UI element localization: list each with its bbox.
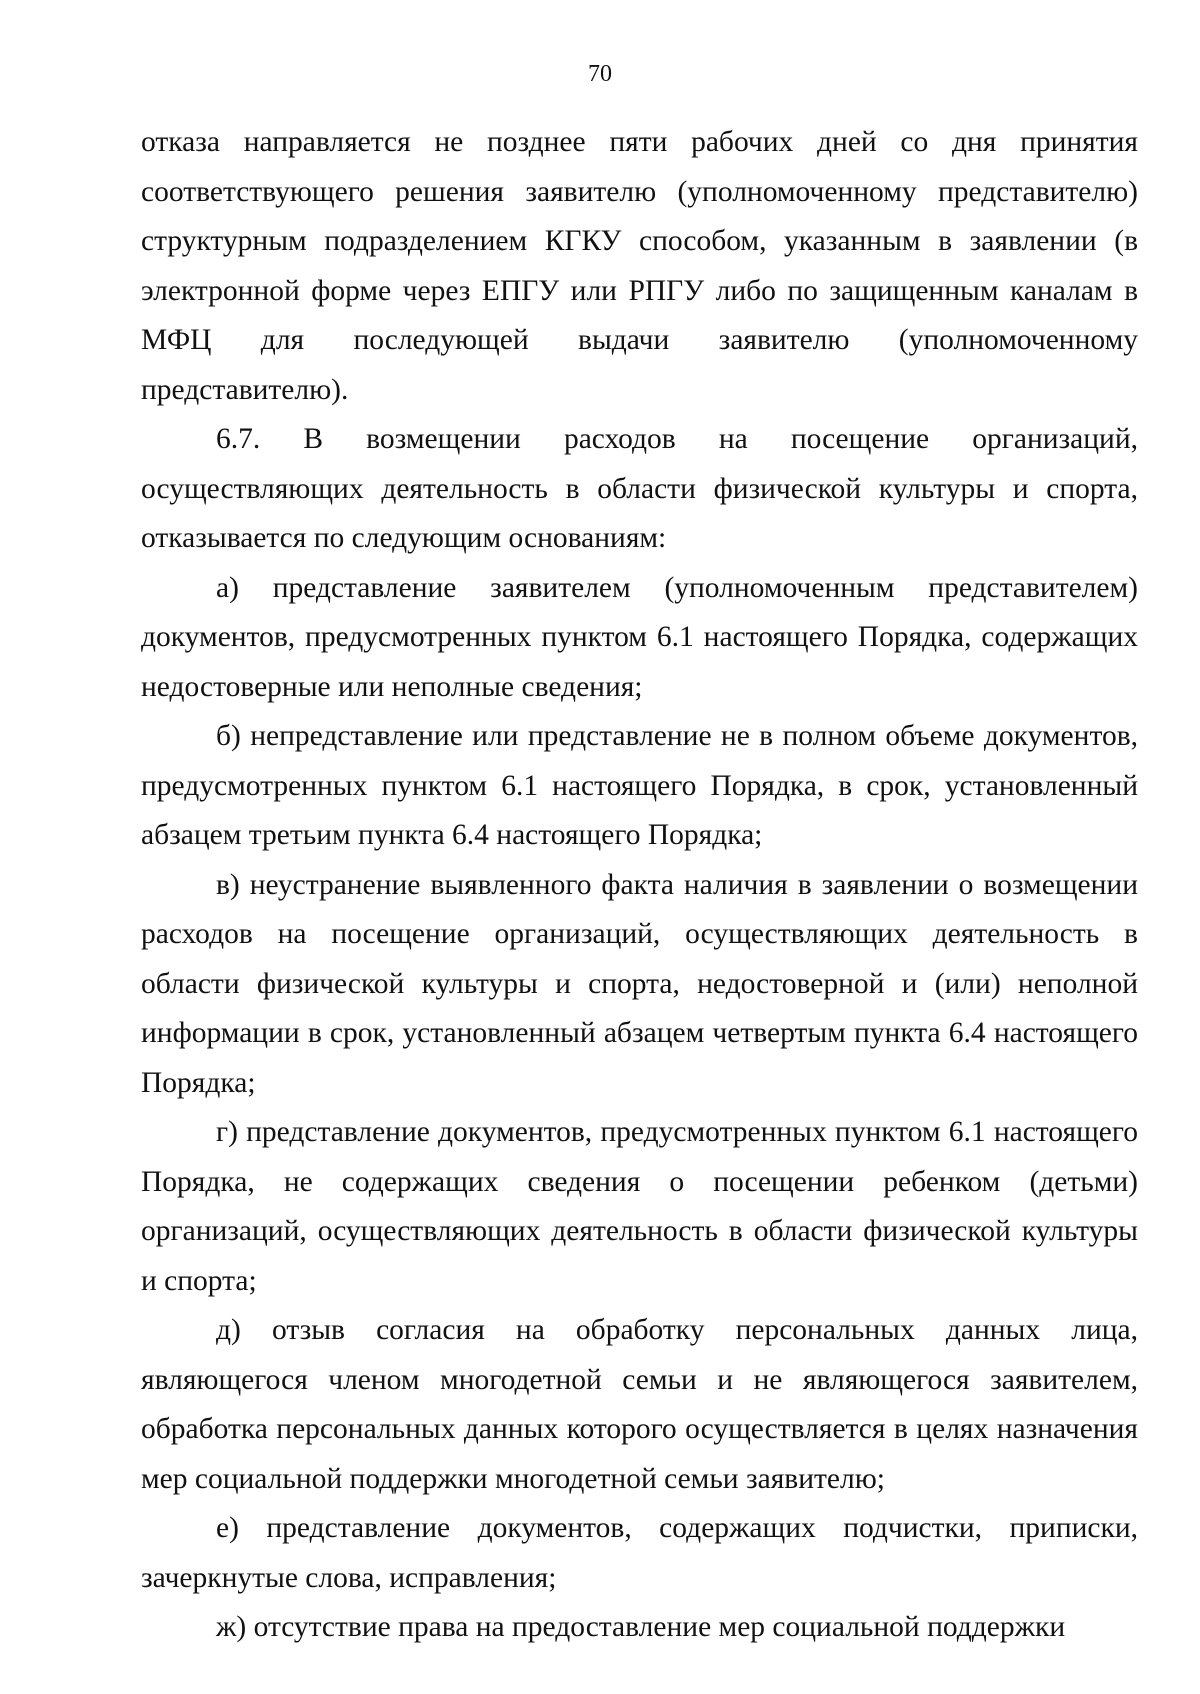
paragraph-item-g: г) представление документов, предусмотренных пунктом 6.1 настоящего Порядка, не содержащих сведения о посещении ребенком (детьми) организаций, осуществляющих деятельность в области физической культуры и спорта; <box>141 1116 1138 1297</box>
paragraph-item-zh: ж) отсутствие права на предоставление мер социальной поддержки <box>216 1611 1066 1643</box>
paragraph-item-a: а) представление заявителем (уполномоченным представителем) документов, предусмотренных пунктом 6.1 настоящего Порядка, содержащих недостоверные или неполные сведения; <box>141 571 1138 703</box>
paragraph-continuation: отказа направляется не позднее пяти рабочих дней со дня принятия соответствующего решения заявителю (уполномоченному представителю) структурным подразделением КГКУ способом, указанным в заявлении (в электронной форме через ЕПГУ или РПГУ либо по защищенным каналам в МФЦ для последующей выдачи заявителю (уполномоченному представителю). <box>141 126 1138 406</box>
paragraph-item-v: в) неустранение выявленного факта наличия в заявлении о возмещении расходов на посещение организаций, осуществляющих деятельность в области физической культуры и спорта, недостоверной и (или) неполной информации в срок, установленный абзацем четвертым пункта 6.4 настоящего Порядка; <box>141 868 1138 1099</box>
paragraph-item-b: б) непредставление или представление не в полном объеме документов, предусмотренных пунктом 6.1 настоящего Порядка, в срок, установленный абзацем третьим пункта 6.4 настоящего Порядка; <box>141 720 1138 851</box>
paragraph-item-d: д) отзыв согласия на обработку персональных данных лица, являющегося членом многодетной семьи и не являющегося заявителем, обработка персональных данных которого осуществляется в целях назначения мер социальной поддержки многодетной семьи заявителю; <box>141 1314 1138 1495</box>
document-body <box>141 118 1138 1653</box>
page-number: 70 <box>588 61 612 87</box>
paragraph-6-7: 6.7. В возмещении расходов на посещение организаций, осуществляющих деятельность в области физической культуры и спорта, отказывается по следующим основаниям: <box>141 423 1138 554</box>
paragraph-item-e: е) представление документов, содержащих подчистки, приписки, зачеркнутые слова, исправления; <box>141 1512 1138 1594</box>
